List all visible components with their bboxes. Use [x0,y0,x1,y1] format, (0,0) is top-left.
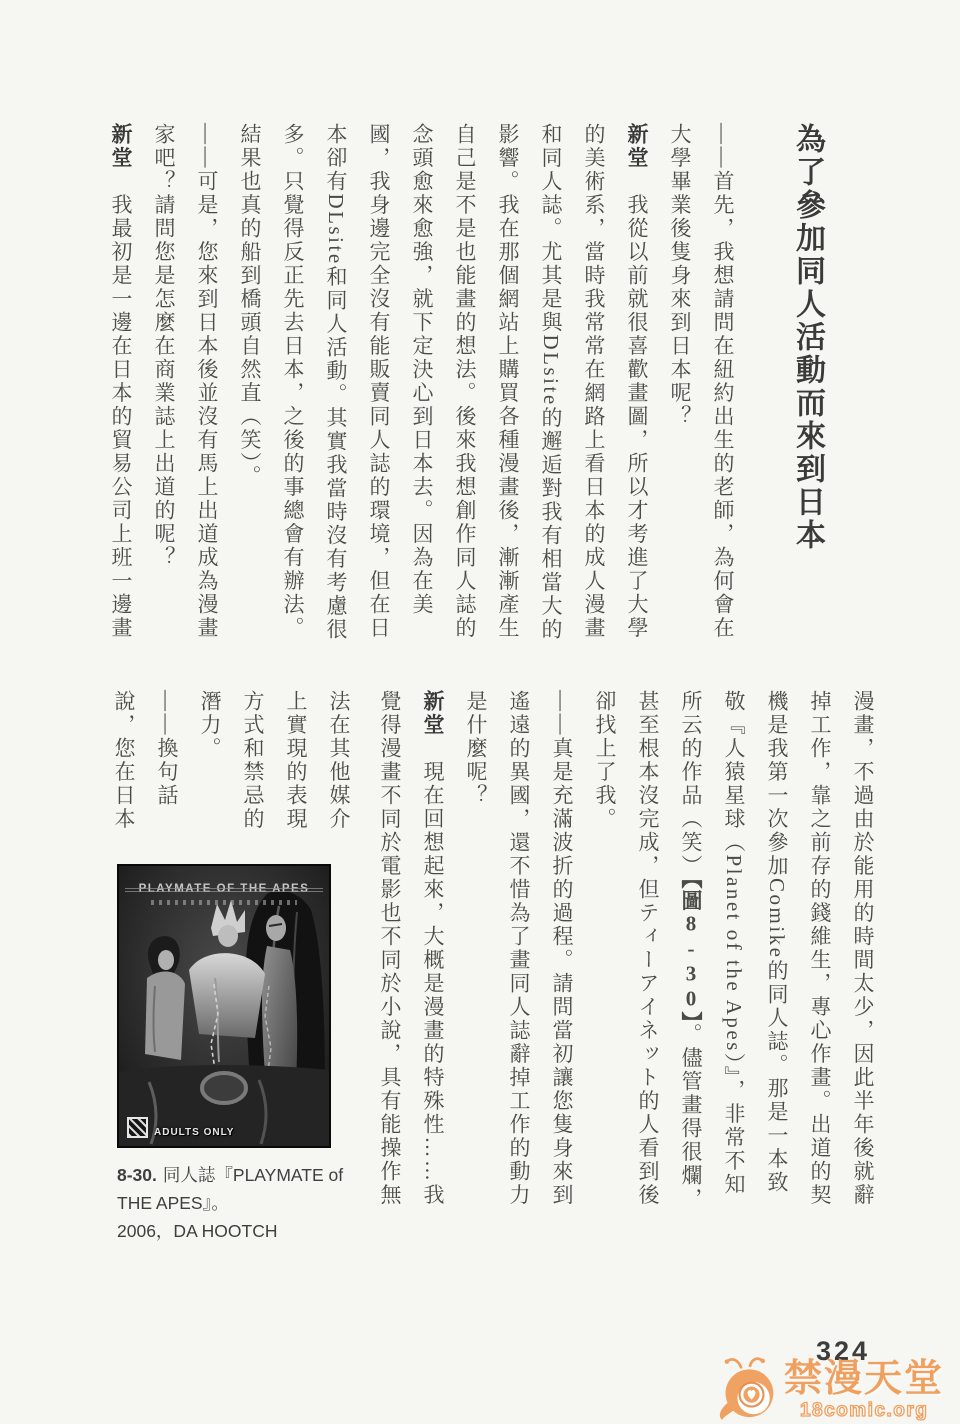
page-number: 324 [816,1336,871,1366]
paragraph-text: ——首先，我想請問在紐約出生的老師，為何會在大學畢業後隻身來到日本呢？ [668,123,735,640]
adults-only-label: ADULTS ONLY [154,1127,235,1138]
paragraph-text: ——真是充滿波折的過程。請問當初讓您隻身來到遙遠的異國，還不惜為了畫同人誌辭掉工作的動力是什麼呢？ [464,690,574,1207]
paragraph-text: 現在回想起來，大概是漫畫的特殊性……我覺得漫畫不同於電影也不同於小說，具有能操作無 [378,690,445,1207]
adults-only-icon [127,1117,148,1138]
answer-paragraph-continued: 法在其他媒介上實現的表現方式和禁忌的潛力。 [198,690,351,831]
answer-paragraph-continued [583,690,884,1216]
figure-caption-label: 8-30. [117,1165,157,1185]
watermark-domain: 18comic.org [799,1400,929,1421]
question-paragraph [142,123,228,649]
figure-8-30 [117,864,344,1245]
answer-paragraph [99,123,142,649]
watermark [712,1356,944,1422]
adults-only-badge [127,1117,234,1138]
cover-artwork [119,866,329,1146]
speaker-label: 新堂 [109,123,133,170]
paragraph-text: 。儘管畫得很爛，甚至根本沒完成，但ティーアイネット的人看到後卻找上了我。 [593,690,703,1211]
doujinshi-cover [117,864,331,1148]
figure-reference: 【圖8-30】 [679,878,703,1023]
paragraph-text: 我從以前就很喜歡畫圖，所以才考進了大學的美術系，當時我常常在網路上看日本的成人漫畫和同人誌。尤其是與DLsite的邂逅對我有相當大的影響。我在那個網站上購買各種漫畫後，漸漸產生自己是不是也能畫的想法。後來我想創作同人誌的念頭愈來愈強，就下定決心到日本去。因為在美國，我身邊完全沒有能販賣同人誌的環境，但在日本卻有DLsite和同人活動。其實我當時沒有考慮很多。只覺得反正先去日本，之後的事總會有辦法。結果也真的船到橋頭自然直（笑）。 [238,123,649,642]
speaker-label: 新堂 [421,690,445,737]
answer-paragraph [228,123,658,649]
speaker-label: 新堂 [625,123,649,170]
figure-caption-text: 同人誌『PLAYMATE of THE APES』。 [117,1165,344,1213]
interview-top-section [99,123,836,649]
figure-caption-credit: 2006，DA HOOTCH [117,1221,278,1241]
question-paragraph [658,123,744,649]
watermark-text [784,1360,944,1422]
answer-paragraph [368,690,454,1216]
paragraph-text: 我最初是一邊在日本的貿易公司上班一邊畫 [109,170,133,640]
watermark-brand: 禁漫天堂 [783,1358,944,1400]
interview-bottom-right-section [368,690,884,1216]
paragraph-text: 漫畫，不過由於能用的時間太少，因此半年後就辭掉工作，靠之前存的錢維生，專心作畫。出道的契機是我第一次參加Comike的同人誌。那是一本致敬『人猿星球（Planet of the Apes）』，非常不知所云的作品（笑） [679,690,875,1207]
figure-caption [117,1161,359,1245]
cover-subtitle-decoration [151,900,297,905]
page-title: 為了參加同人活動而來到日本 [791,123,824,552]
whale-mascot-icon [712,1356,784,1422]
interview-bottom-left-section [102,690,360,838]
paragraph-text: ——可是，您來到日本後並沒有馬上出道成為漫畫家吧？請問您是怎麼在商業誌上出道的呢？ [152,123,219,640]
question-paragraph: ——換句話說，您在日本 [112,690,179,831]
question-paragraph [454,690,583,1216]
cover-title: PLAYMATE OF THE APES [119,883,329,895]
